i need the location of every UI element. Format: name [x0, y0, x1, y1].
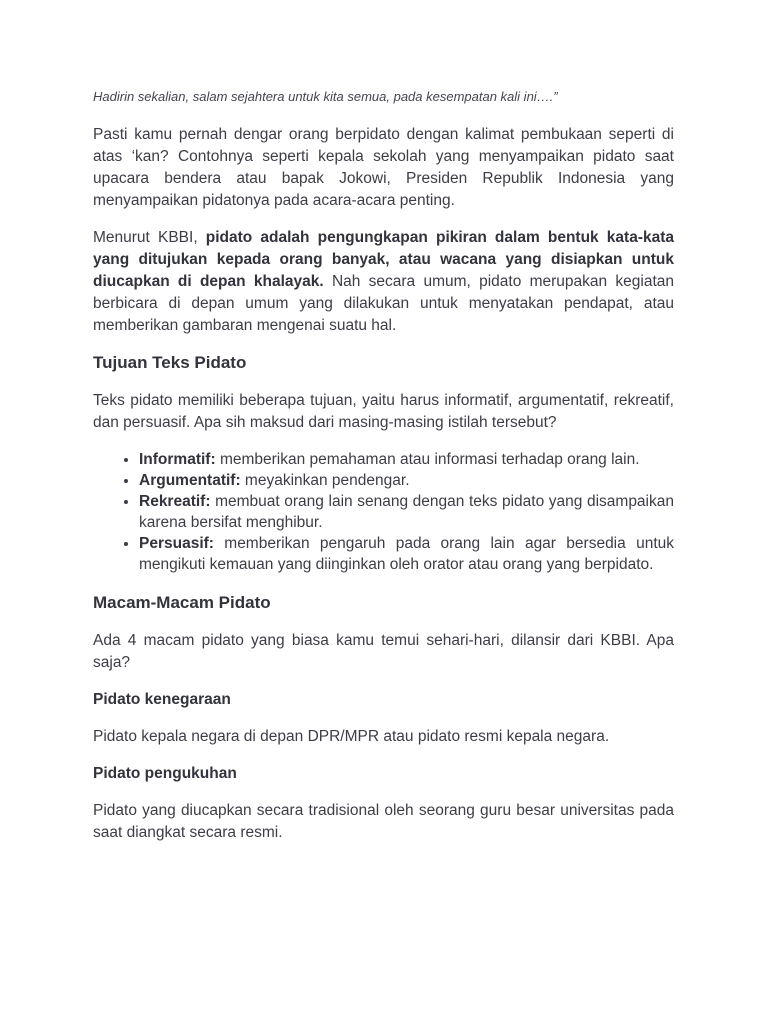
section-heading-macam: Macam-Macam Pidato	[93, 593, 271, 612]
list-item-term: Persuasif:	[139, 535, 214, 552]
list-item-term: Informatif:	[139, 451, 216, 468]
opening-quote: Hadirin sekalian, salam sejahtera untuk kita semua, pada kesempatan kali ini….”	[93, 89, 558, 104]
list-item-text: membuat orang lain senang dengan teks pidato yang disampaikan karena bersifat menghibur.	[139, 493, 674, 531]
document-page	[93, 88, 674, 859]
list-item-text: meyakinkan pendengar.	[240, 472, 410, 489]
tujuan-intro: Teks pidato memiliki beberapa tujuan, yaitu harus informatif, argumentatif, rekreatif, dan persuasif. Apa sih maksud dari masing-masing istilah tersebut?	[93, 392, 674, 431]
list-item-text: memberikan pemahaman atau informasi terhadap orang lain.	[215, 451, 640, 468]
list-item	[139, 491, 674, 533]
tujuan-list	[93, 449, 674, 575]
definition-suffix: Nah secara umum, pidato merupakan kegiatan berbicara di depan umum yang dilakukan untuk menyatakan pendapat, atau memberikan gambaran mengenai suatu hal.	[93, 273, 674, 334]
list-item	[139, 449, 674, 470]
list-item	[139, 470, 674, 491]
list-item-text: memberikan pengaruh pada orang lain agar bersedia untuk mengikuti kemauan yang diinginkan oleh orator atau orang yang berpidato.	[139, 535, 674, 573]
list-item-term: Rekreatif:	[139, 493, 211, 510]
list-item	[139, 533, 674, 575]
definition-bold: pidato adalah pengungkapan pikiran dalam bentuk kata-kata yang ditujukan kepada orang banyak, atau wacana yang disiapkan untuk diucapkan di depan khalayak.	[93, 229, 675, 290]
macam-intro: Ada 4 macam pidato yang biasa kamu temui sehari-hari, dilansir dari KBBI. Apa saja?	[93, 632, 674, 671]
type-description: Pidato yang diucapkan secara tradisional oleh seorang guru besar universitas pada saat diangkat secara resmi.	[93, 802, 674, 841]
section-heading-tujuan: Tujuan Teks Pidato	[93, 353, 247, 372]
type-title: Pidato pengukuhan	[93, 765, 237, 782]
list-item-term: Argumentatif:	[139, 472, 241, 489]
definition-paragraph	[93, 227, 674, 337]
intro-paragraph: Pasti kamu pernah dengar orang berpidato dengan kalimat pembukaan seperti di atas ‘kan? Contohnya seperti kepala sekolah yang menyampaikan pidato saat upacara bendera atau bapak Jokowi, Presiden Republik Indonesia yang menyampaikan pidatonya pada acara-acara penting.	[93, 126, 674, 209]
type-description: Pidato kepala negara di depan DPR/MPR atau pidato resmi kepala negara.	[93, 728, 610, 745]
type-title: Pidato kenegaraan	[93, 691, 231, 708]
definition-prefix: Menurut KBBI,	[93, 229, 206, 246]
